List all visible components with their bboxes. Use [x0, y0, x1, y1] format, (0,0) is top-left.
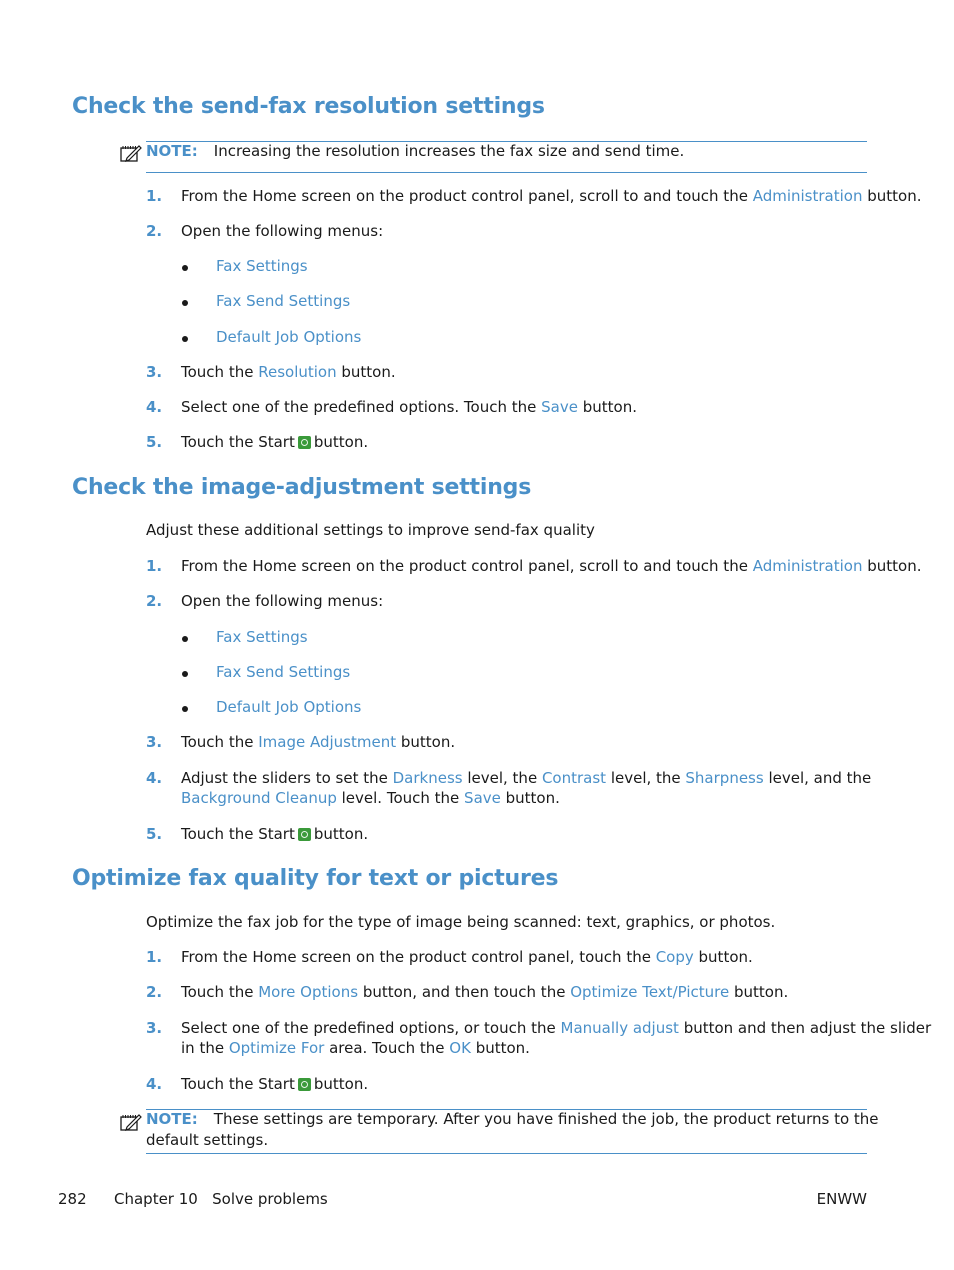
- step-number: 4.: [146, 398, 163, 416]
- note-bottom-rule: [146, 172, 867, 173]
- link-optimize-text-picture[interactable]: Optimize Text/Picture: [570, 983, 730, 1001]
- note-resolution: [146, 141, 684, 161]
- step-number: 1.: [146, 557, 163, 575]
- section-intro: Adjust these additional settings to improve send-fax quality: [146, 521, 595, 539]
- section-title-optimize-quality: Optimize fax quality for text or pictures: [72, 866, 559, 891]
- step-number: 1.: [146, 948, 163, 966]
- step-text: Open the following menus:: [181, 592, 384, 610]
- link-more-options[interactable]: More Options: [258, 983, 359, 1001]
- note-icon: [119, 143, 143, 163]
- link-administration[interactable]: Administration: [752, 187, 863, 205]
- step-number: 1.: [146, 187, 163, 205]
- bullet: [182, 336, 188, 342]
- footer-enww: ENWW: [816, 1190, 867, 1208]
- menu-fax-settings[interactable]: Fax Settings: [216, 628, 308, 646]
- note-label: NOTE:: [146, 142, 198, 160]
- menu-fax-settings[interactable]: Fax Settings: [216, 257, 308, 275]
- link-resolution[interactable]: Resolution: [258, 363, 337, 381]
- note-temporary-line1: NOTE: These settings are temporary. After you have finished the job, the product returns to the: [146, 1110, 879, 1128]
- link-manually-adjust[interactable]: Manually adjust: [560, 1019, 679, 1037]
- step-text-line1: Adjust the sliders to set the Darkness level, the Contrast level, the Sharpness level, and the: [181, 769, 872, 787]
- start-icon: [298, 436, 311, 449]
- step-text: Touch the More Options button, and then touch the Optimize Text/Picture button.: [181, 983, 789, 1001]
- link-background-cleanup[interactable]: Background Cleanup: [181, 789, 337, 807]
- menu-fax-send-settings[interactable]: Fax Send Settings: [216, 292, 351, 310]
- bullet: [182, 706, 188, 712]
- step-number: 5.: [146, 433, 163, 451]
- step-number: 5.: [146, 825, 163, 843]
- link-copy[interactable]: Copy: [655, 948, 694, 966]
- link-image-adjustment[interactable]: Image Adjustment: [258, 733, 397, 751]
- bullet: [182, 671, 188, 677]
- note-temporary-line2: default settings.: [146, 1131, 269, 1149]
- bullet: [182, 300, 188, 306]
- step-number: 3.: [146, 1019, 163, 1037]
- step-text: Open the following menus:: [181, 222, 384, 240]
- start-icon: [298, 1078, 311, 1091]
- step-text: From the Home screen on the product control panel, scroll to and touch the Administration button.: [181, 557, 922, 575]
- page-number: 282: [58, 1190, 87, 1208]
- menu-default-job-options[interactable]: Default Job Options: [216, 328, 362, 346]
- step-text-line2: in the Optimize For area. Touch the OK button.: [181, 1039, 530, 1057]
- note-label: NOTE:: [146, 1110, 198, 1128]
- link-ok[interactable]: OK: [449, 1039, 471, 1057]
- step-number: 4.: [146, 769, 163, 787]
- step-text-line1: Select one of the predefined options, or touch the Manually adjust button and then adjust the slider: [181, 1019, 932, 1037]
- step-text: Touch the Image Adjustment button.: [181, 733, 456, 751]
- section-title-image-adjustment: Check the image-adjustment settings: [72, 475, 532, 500]
- menu-default-job-options[interactable]: Default Job Options: [216, 698, 362, 716]
- step-text: From the Home screen on the product control panel, scroll to and touch the Administration button.: [181, 187, 922, 205]
- link-save[interactable]: Save: [464, 789, 501, 807]
- step-text: From the Home screen on the product control panel, touch the Copy button.: [181, 948, 753, 966]
- chapter-title: Chapter 10 Solve problems: [114, 1190, 328, 1208]
- step-number: 2.: [146, 592, 163, 610]
- section-title-resolution: Check the send-fax resolution settings: [72, 94, 545, 119]
- section-intro: Optimize the fax job for the type of image being scanned: text, graphics, or photos.: [146, 913, 776, 931]
- step-number: 4.: [146, 1075, 163, 1093]
- step-number: 2.: [146, 222, 163, 240]
- link-darkness[interactable]: Darkness: [392, 769, 463, 787]
- note-icon: [119, 1112, 143, 1132]
- bullet: [182, 636, 188, 642]
- link-contrast[interactable]: Contrast: [541, 769, 607, 787]
- step-number: 3.: [146, 363, 163, 381]
- step-text: Touch the Start button.: [181, 825, 369, 843]
- step-text-line2: Background Cleanup level. Touch the Save button.: [181, 789, 560, 807]
- link-administration[interactable]: Administration: [752, 557, 863, 575]
- menu-fax-send-settings[interactable]: Fax Send Settings: [216, 663, 351, 681]
- start-icon: [298, 828, 311, 841]
- note-bottom-rule: [146, 1153, 867, 1154]
- bullet: [182, 265, 188, 271]
- step-text: Touch the Resolution button.: [181, 363, 396, 381]
- step-number: 2.: [146, 983, 163, 1001]
- note-text: Increasing the resolution increases the fax size and send time.: [213, 142, 685, 160]
- link-sharpness[interactable]: Sharpness: [685, 769, 764, 787]
- step-number: 3.: [146, 733, 163, 751]
- link-save[interactable]: Save: [541, 398, 578, 416]
- step-text: Select one of the predefined options. Touch the Save button.: [181, 398, 637, 416]
- link-optimize-for[interactable]: Optimize For: [228, 1039, 325, 1057]
- step-text: Touch the Start button.: [181, 1075, 369, 1093]
- step-text: Touch the Start button.: [181, 433, 369, 451]
